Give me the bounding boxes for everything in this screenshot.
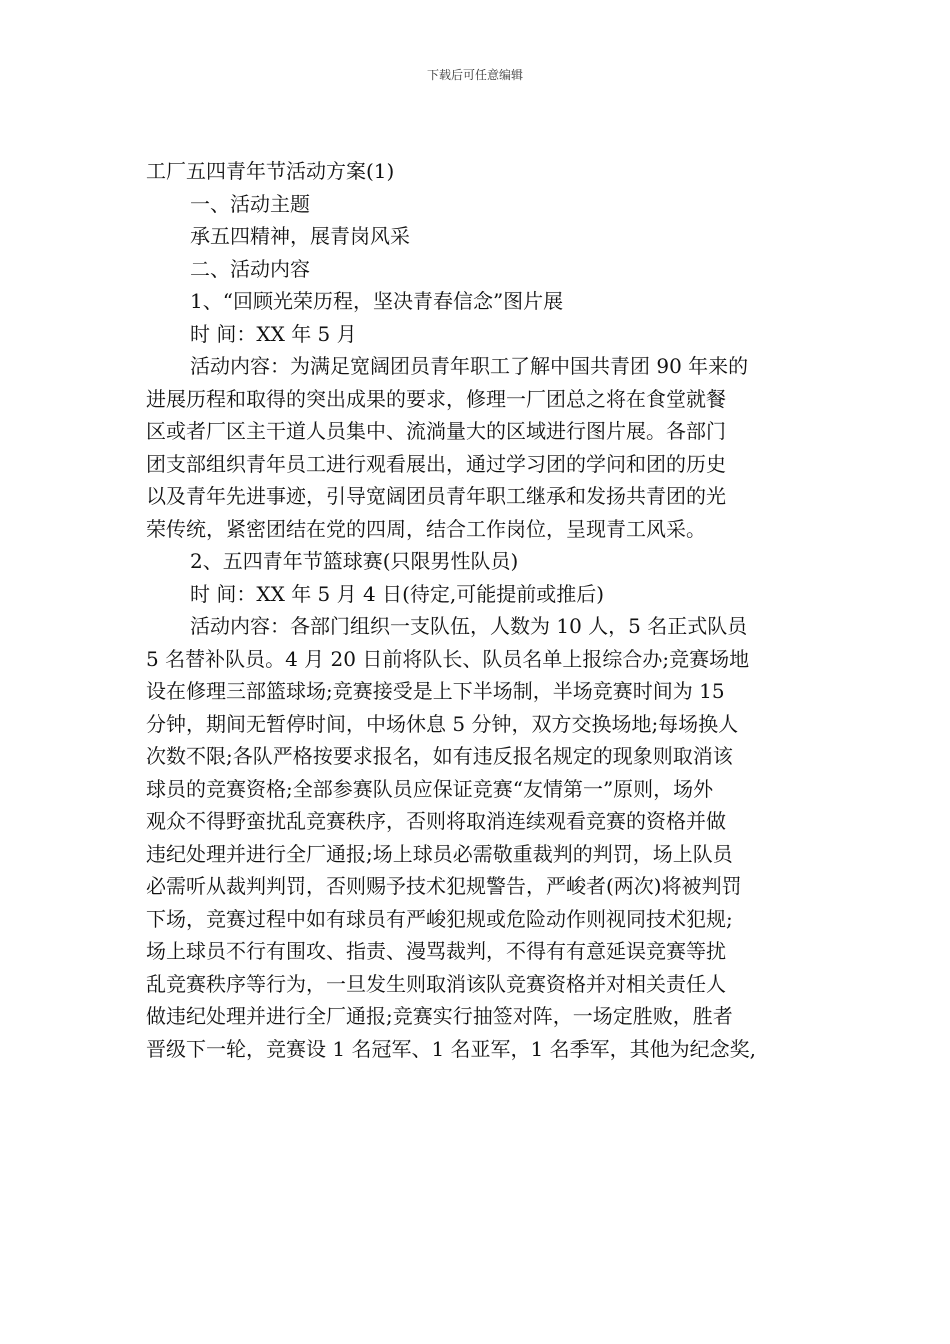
text-line: 必需听从裁判判罚，否则赐予技术犯规警告，严峻者(两次)将被判罚 xyxy=(146,874,742,898)
text-line: 团支部组织青年员工进行观看展出，通过学习团的学问和团的历史 xyxy=(146,451,726,476)
page-header: 下载后可任意编辑 xyxy=(426,68,523,82)
item1-time: 时 间：XX 年 5 月 xyxy=(190,321,357,346)
text-line: 区或者厂区主干道人员集中、流淌量大的区域进行图片展。各部门 xyxy=(146,419,726,443)
document-title: 工厂五四青年节活动方案(1) xyxy=(146,159,395,183)
text-line: 次数不限;各队严格按要求报名，如有违反报名规定的现象则取消该 xyxy=(146,744,733,768)
text-line: 设在修理三部篮球场;竞赛接受是上下半场制，半场竞赛时间为 15 xyxy=(146,679,725,703)
text-line: 场上球员不行有围攻、指责、漫骂裁判，不得有有意延误竞赛等扰 xyxy=(146,939,726,963)
text-line: 违纪处理并进行全厂通报;场上球员必需敬重裁判的判罚，场上队员 xyxy=(146,841,733,866)
text-line: 进展历程和取得的突出成果的要求，修理一厂团总之将在食堂就餐 xyxy=(146,386,726,411)
text-line: 观众不得野蛮扰乱竞赛秩序，否则将取消连续观看竞赛的资格并做 xyxy=(146,809,726,833)
text-line: 活动内容：为满足宽阔团员青年职工了解中国共青团 90 年来的 xyxy=(190,354,749,378)
item2-heading: 2、五四青年节篮球赛(只限男性队员) xyxy=(190,549,519,573)
text-line: 荣传统，紧密团结在党的四周，结合工作岗位，呈现青工风采。 xyxy=(146,516,706,541)
item2-time: 时 间：XX 年 5 月 4 日(待定,可能提前或推后) xyxy=(190,581,605,606)
text-line: 下场，竞赛过程中如有球员有严峻犯规或危险动作则视同技术犯规; xyxy=(146,906,733,931)
text-line: 分钟，期间无暂停时间，中场休息 5 分钟，双方交换场地;每场换人 xyxy=(146,711,739,736)
item1-content xyxy=(146,350,822,545)
text-line: 乱竞赛秩序等行为，一旦发生则取消该队竞赛资格并对相关责任人 xyxy=(146,971,726,996)
section1-heading: 一、活动主题 xyxy=(190,191,310,216)
document-body xyxy=(146,155,822,1065)
section2-heading: 二、活动内容 xyxy=(190,256,310,281)
theme-text: 承五四精神，展青岗风采 xyxy=(190,224,410,248)
item2-content xyxy=(146,610,822,1065)
text-line: 做违纪处理并进行全厂通报;竞赛实行抽签对阵，一场定胜败，胜者 xyxy=(146,1004,733,1028)
text-line: 以及青年先进事迹，引导宽阔团员青年职工继承和发扬共青团的光 xyxy=(146,484,726,508)
item1-heading: 1、“回顾光荣历程，坚决青春信念”图片展 xyxy=(190,289,564,313)
text-line: 球员的竞赛资格;全部参赛队员应保证竞赛“友情第一”原则，场外 xyxy=(146,776,714,801)
text-line: 5 名替补队员。4 月 20 日前将队长、队员名单上报综合办;竞赛场地 xyxy=(146,646,750,671)
text-line: 活动内容：各部门组织一支队伍，人数为 10 人，5 名正式队员 xyxy=(190,614,748,638)
text-line: 晋级下一轮，竞赛设 1 名冠军、1 名亚军，1 名季军，其他为纪念奖, xyxy=(146,1036,756,1061)
